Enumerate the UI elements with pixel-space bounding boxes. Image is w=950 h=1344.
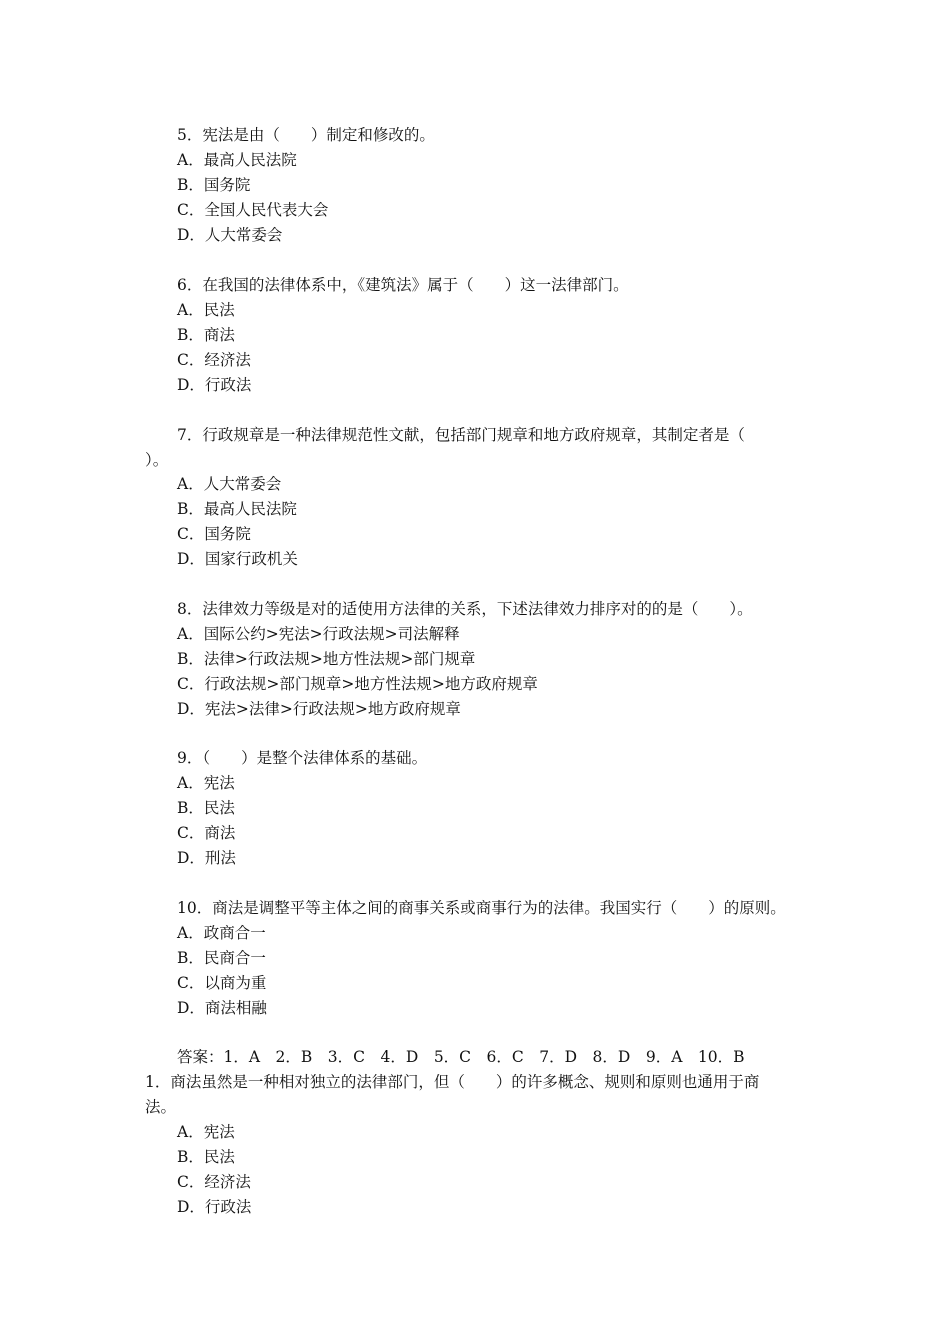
question-5-option-d: D．人大常委会 xyxy=(177,226,283,244)
question-10-option-d: D．商法相融 xyxy=(177,999,267,1017)
question-9-stem: 9．（ ）是整个法律体系的基础。 xyxy=(177,749,428,767)
answer-key: 答案：1．A 2．B 3．C 4．D 5．C 6．C 7．D 8．D 9．A 10．B xyxy=(177,1048,745,1066)
question-7-option-a: A．人大常委会 xyxy=(177,475,282,493)
question-7-option-d: D．国家行政机关 xyxy=(177,550,298,568)
next-question-option-c: C．经济法 xyxy=(177,1173,251,1191)
question-10-option-b: B．民商合一 xyxy=(177,949,266,967)
question-7-option-c: C．国务院 xyxy=(177,525,251,543)
next-question-option-a: A．宪法 xyxy=(177,1123,235,1141)
question-6-option-a: A．民法 xyxy=(177,301,235,319)
question-5-stem: 5．宪法是由（ ）制定和修改的。 xyxy=(177,126,435,144)
question-7-stem-line2: ）。 xyxy=(145,451,169,469)
question-5-option-a: A．最高人民法院 xyxy=(177,151,297,169)
question-8-option-c: C．行政法规>部门规章>地方性法规>地方政府规章 xyxy=(177,675,538,693)
question-5-option-b: B．国务院 xyxy=(177,176,251,194)
question-9-option-d: D．刑法 xyxy=(177,849,236,867)
question-6-option-b: B．商法 xyxy=(177,326,235,344)
next-question-option-b: B．民法 xyxy=(177,1148,235,1166)
next-question-stem-line1: 1．商法虽然是一种相对独立的法律部门，但（ ）的许多概念、规则和原则也通用于商 xyxy=(145,1073,760,1091)
question-7-option-b: B．最高人民法院 xyxy=(177,500,297,518)
question-8-option-d: D．宪法>法律>行政法规>地方政府规章 xyxy=(177,700,461,718)
question-6-option-c: C．经济法 xyxy=(177,351,251,369)
question-6-stem: 6．在我国的法律体系中，《建筑法》属于（ ）这一法律部门。 xyxy=(177,276,629,294)
question-10-stem: 10．商法是调整平等主体之间的商事关系或商事行为的法律。我国实行（ ）的原则。 xyxy=(177,899,786,917)
question-7-stem-line1: 7．行政规章是一种法律规范性文献，包括部门规章和地方政府规章，其制定者是（ xyxy=(177,426,745,444)
next-question-option-d: D．行政法 xyxy=(177,1198,252,1216)
question-8-stem: 8．法律效力等级是对的适使用方法律的关系，下述法律效力排序对的的是（ ）。 xyxy=(177,600,753,618)
question-6-option-d: D．行政法 xyxy=(177,376,252,394)
question-9-option-c: C．商法 xyxy=(177,824,236,842)
next-question-stem-line2: 法。 xyxy=(145,1098,177,1116)
question-8-option-a: A．国际公约>宪法>行政法规>司法解释 xyxy=(177,625,460,643)
question-5-option-c: C．全国人民代表大会 xyxy=(177,201,329,219)
question-9-option-a: A．宪法 xyxy=(177,774,235,792)
question-8-option-b: B．法律>行政法规>地方性法规>部门规章 xyxy=(177,650,476,668)
question-10-option-c: C．以商为重 xyxy=(177,974,267,992)
question-9-option-b: B．民法 xyxy=(177,799,235,817)
question-10-option-a: A．政商合一 xyxy=(177,924,266,942)
